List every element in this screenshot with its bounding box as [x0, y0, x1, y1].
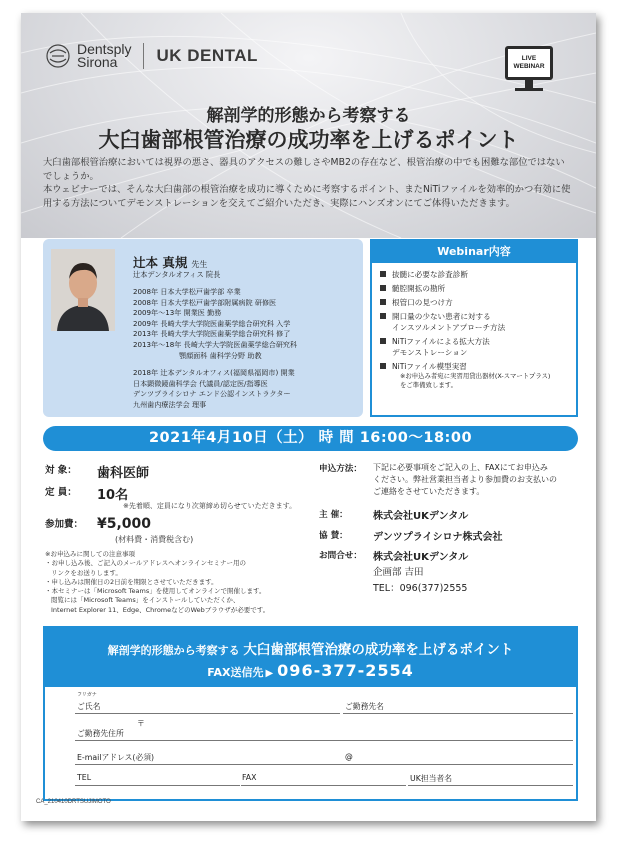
- webinar-item-cont: インスツルメントアプローチ方法: [392, 323, 506, 332]
- fee-note: (材料費・消費税含む): [115, 535, 194, 544]
- fax-title-big: 大臼歯部根管治療の成功率を上げるポイント: [243, 642, 514, 658]
- name-field[interactable]: [75, 713, 340, 714]
- clinic-field[interactable]: [343, 713, 573, 714]
- rep-field-label: UK担当者名: [410, 774, 453, 783]
- career-line: 九州歯内療法学会 理事: [133, 399, 207, 409]
- contact-label: お問合せ：: [319, 551, 362, 561]
- note-line: ・本セミナーは「Microsoft Teams」を使用してオンラインで開催します。: [45, 587, 266, 596]
- capacity-value: 10名: [97, 488, 129, 503]
- speaker-career: [133, 287, 359, 411]
- intro-paragraph-1: 大臼歯部根管治療においては視界の悪さ、器具のアクセスの難しさやMB2の存在など、根管治療の中でも困難な部位ではないでしょうか。: [43, 157, 565, 182]
- webinar-note: をご準備致します。: [400, 381, 458, 389]
- career-line: デンツプライシロナ エンド公認インストラクター: [133, 389, 291, 399]
- webinar-content-box: [370, 239, 578, 417]
- application-notes: [45, 550, 307, 615]
- webinar-list: [372, 263, 576, 390]
- career-line: 2013年 長崎大学大学院医歯薬学総合研究科 修了: [133, 329, 291, 339]
- brand-name-line2: Sirona: [77, 54, 118, 70]
- capacity-label: 定 員：: [45, 487, 77, 498]
- speaker-name: [133, 253, 207, 271]
- speaker-panel: [43, 239, 363, 417]
- contact-tel: TEL：096(377)2555: [373, 583, 468, 594]
- webinar-note: ※お申込み者宛に実習用貸出器材(X-スマートプラス): [400, 372, 551, 380]
- title-subline: 解剖学的形態から考察する: [206, 106, 411, 126]
- webinar-item-cont: デモンストレーション: [392, 348, 468, 357]
- page-title: 大臼歯部根管治療の成功率を上げるポイント: [98, 128, 519, 152]
- date-time-bar: 2021年4月10日（土） 時 間 16:00〜18:00: [43, 426, 578, 451]
- webinar-label: WEBINAR: [513, 63, 545, 70]
- fax-number: 096-377-2554: [277, 661, 414, 680]
- tel-field-label: TEL: [77, 773, 92, 782]
- fax-field[interactable]: [241, 785, 406, 786]
- apply-text-2: ください。弊社営業担当者より参加費のお支払いの: [373, 475, 557, 484]
- career-line: 2013年〜18年 長崎大学大学院医歯薬学総合研究科: [133, 339, 298, 349]
- career-line: 日本顕微鏡歯科学会 代議員/認定医/指導医: [133, 378, 268, 388]
- intro-paragraph-2: 本ウェビナーでは、そんな大臼歯部の根管治療を成功に導くために考察するポイント、またNiTiファイルを効率的かつ有効に使用する方法についてデモンストレーションを交えてご紹介いただき、実際にハンズオンにてご体得いただきます。: [43, 184, 571, 209]
- name-field-label: ご氏名: [77, 702, 101, 711]
- note-line: リンクをお送りします。: [51, 568, 122, 577]
- host-value: 株式会社UKデンタル: [373, 511, 469, 522]
- target-value: 歯科医師: [97, 466, 150, 481]
- fax-field-label: FAX: [242, 773, 257, 782]
- fax-form-fields: [45, 687, 576, 799]
- webinar-item: NiTiファイルによる拡大方法: [380, 336, 576, 347]
- live-label: LIVE: [521, 55, 537, 62]
- speaker-affiliation: 辻本デンタルオフィス 院長: [133, 270, 221, 279]
- live-webinar-icon: [503, 46, 555, 98]
- fee-row: [45, 516, 151, 532]
- capacity-row: [45, 484, 128, 503]
- speaker-photo: [51, 249, 115, 331]
- webinar-heading: Webinar内容: [372, 241, 576, 263]
- note-line: ・申し込みは開催日の2日前を期限とさせていただきます。: [45, 577, 218, 586]
- career-line: 2008年 日本大学松戸歯学部 卒業: [133, 287, 241, 296]
- note-line: 閲覧には「Microsoft Teams」をインストールしていただくか、: [51, 596, 240, 605]
- apply-text-1: 下記に必要事項をご記入の上、FAXにてお申込み: [373, 463, 548, 472]
- brand-name-line1: Dentsply: [77, 41, 132, 57]
- webinar-item: 抜髄に必要な診査診断: [380, 269, 576, 280]
- furigana-label: フリガナ: [77, 692, 97, 698]
- intro-text: [43, 156, 573, 210]
- at-sign: @: [345, 752, 353, 761]
- host-label: 主 催：: [319, 510, 348, 520]
- apply-label: 申込方法：: [319, 464, 362, 474]
- sponsor-label: 協 賛：: [319, 531, 348, 541]
- logo-divider: [143, 43, 144, 69]
- apply-text-3: ご連絡をさせていただきます。: [373, 487, 485, 496]
- arrow-right-icon: ▶: [265, 668, 274, 679]
- fax-label: FAX送信先: [207, 666, 264, 679]
- address-field[interactable]: [75, 740, 573, 741]
- fee-value: ¥5,000: [97, 516, 152, 532]
- flyer-sheet: [21, 13, 596, 821]
- fax-header: [45, 628, 576, 687]
- career-line: 2009年〜13年 開業医 勤務: [133, 308, 222, 318]
- email-field-label: E-mailアドレス(必須): [77, 753, 155, 762]
- contact-value: 株式会社UKデンタル: [373, 552, 469, 563]
- sponsor-value: デンツプライシロナ株式会社: [373, 532, 503, 543]
- partner-logo: UK DENTAL: [156, 46, 258, 65]
- brand-logo: [45, 43, 258, 69]
- postal-mark: 〒: [137, 719, 145, 728]
- tel-field[interactable]: [75, 785, 240, 786]
- note-line: ・お申し込み後、ご記入のメールアドレスへオンラインセミナー用の: [45, 559, 246, 568]
- clinic-field-label: ご勤務先名: [345, 702, 384, 711]
- fee-label: 参加費：: [45, 519, 84, 530]
- fax-application-form: [43, 626, 578, 801]
- career-line: 2009年 長崎大学大学院医歯薬学総合研究科 入学: [133, 318, 291, 328]
- fax-title-small: 解剖学的形態から考察する: [107, 644, 240, 657]
- dentsply-logo-icon: [45, 43, 71, 69]
- rep-field[interactable]: [408, 785, 573, 786]
- note-line: Internet Explorer 11、Edge、ChromeなどのWebブラウザが必要です。: [51, 605, 270, 614]
- contact-dept: 企画部 吉田: [373, 567, 424, 578]
- target-label: 対 象：: [45, 465, 77, 476]
- address-field-label: ご勤務先住所: [77, 729, 124, 738]
- note-line: ※お申込みに関しての注意事項: [45, 550, 135, 558]
- speaker-name-text: 辻本 真規: [133, 255, 188, 270]
- webinar-item: 開口量の少ない患者に対する: [380, 311, 576, 322]
- webinar-item: 髄腔開拡の勘所: [380, 283, 576, 294]
- fax-destination: [45, 661, 576, 680]
- email-field[interactable]: [75, 764, 573, 765]
- webinar-item: 根管口の見つけ方: [380, 297, 576, 308]
- career-line: 顎顔面科 歯科学分野 助教: [179, 350, 262, 360]
- document-code: CA_210410DRTSUJIMOTO: [36, 799, 111, 805]
- webinar-item: NiTiファイル模型実習: [380, 361, 576, 372]
- target-row: [45, 462, 149, 481]
- career-line: 2018年 辻本デンタルオフィス(福岡県福岡市) 開業: [133, 368, 295, 378]
- career-line: 2008年 日本大学松戸歯学部附属病院 研修医: [133, 297, 277, 307]
- fax-title: [45, 628, 576, 658]
- capacity-note: ※先着順、定員になり次第締め切らせていただきます。: [123, 502, 297, 510]
- speaker-honorific: 先生: [191, 260, 208, 269]
